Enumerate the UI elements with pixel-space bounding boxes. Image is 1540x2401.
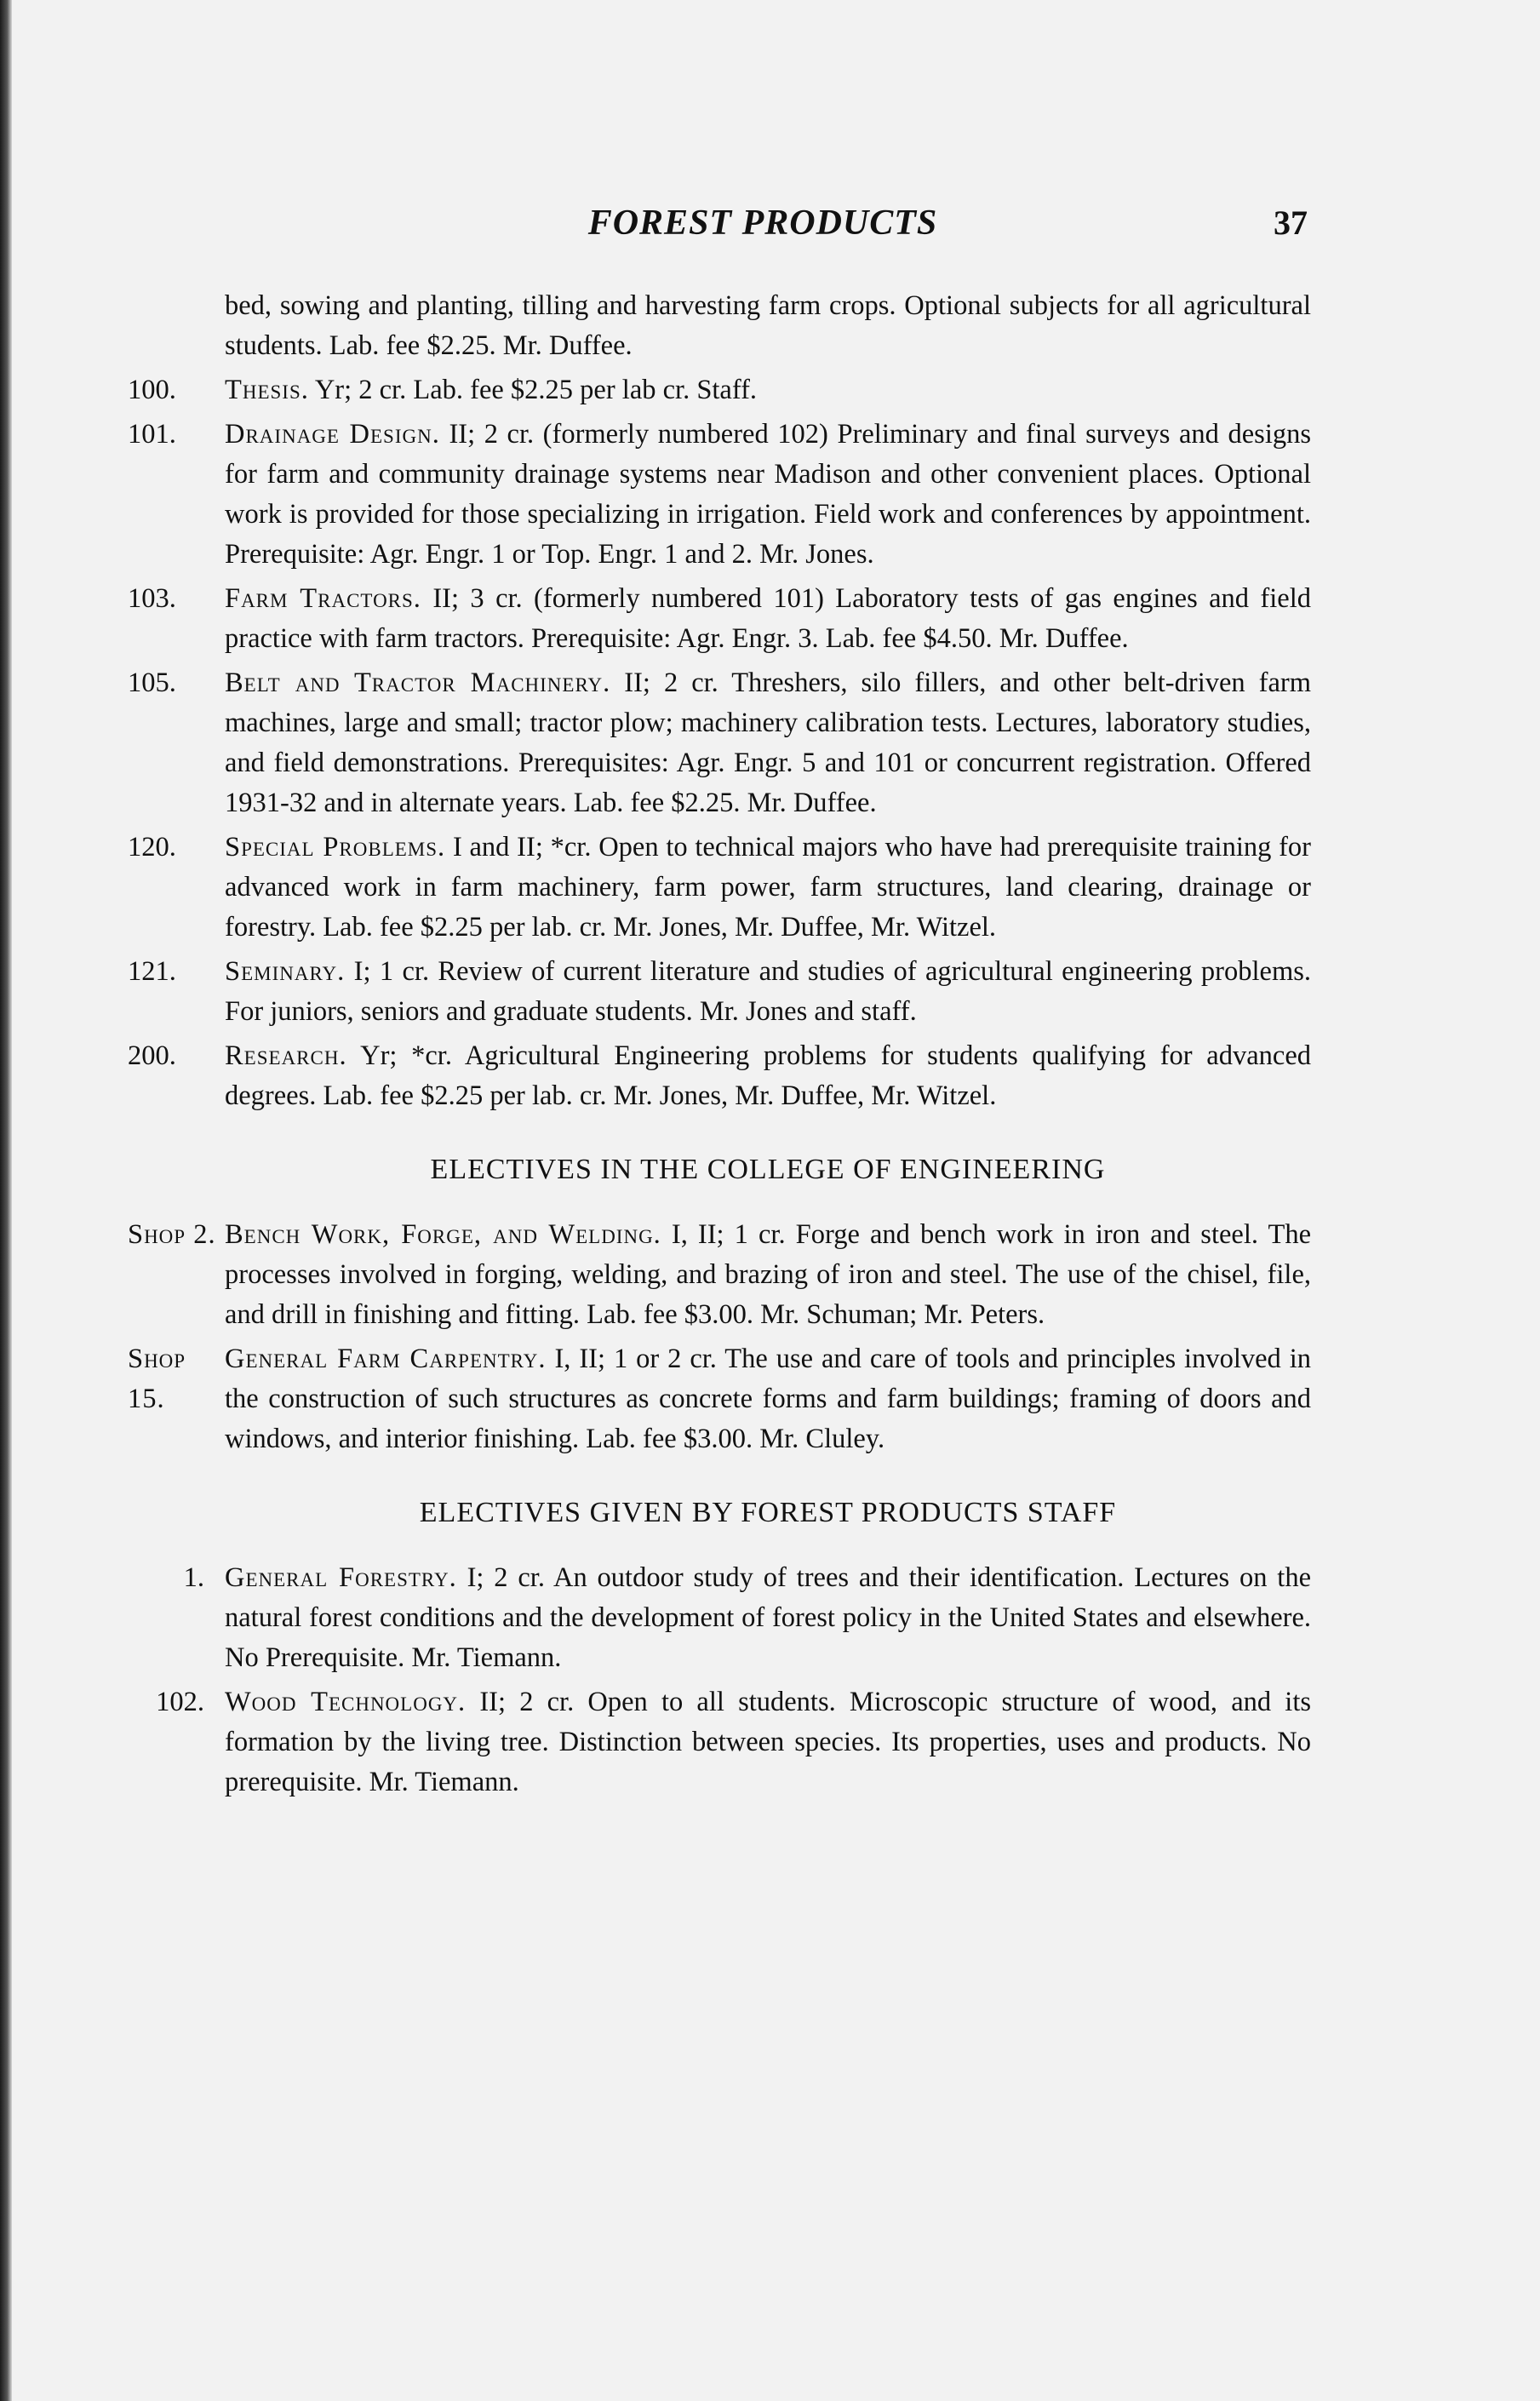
course-description: II; 2 cr. (formerly numbered 102) Preliminary and final surveys and designs for farm and community drainage systems near Madison and other convenient places. Optional work is provided for those specializing in irrigation. Field work and conferences by appointment. Prerequisite: Agr. Engr. 1 or Top. Engr. 1 and 2. Mr. Jones.: [225, 419, 1311, 570]
course-title: Farm Tractors.: [225, 583, 421, 614]
course-number: 102.: [156, 1687, 204, 1717]
course-entry: [128, 370, 1311, 410]
page-body: [128, 286, 1311, 1807]
course-entry: [128, 1215, 1311, 1335]
course-description: I, II; 1 cr. Forge and bench work in iron and steel. The processes involved in forging, welding, and brazing of iron and steel. The use of the chisel, file, and drill in finishing and fitting. Lab. fee $3.00. Mr. Schuman; Mr. Peters.: [225, 1219, 1311, 1330]
course-number: 120.: [128, 832, 176, 862]
page-number: 37: [1274, 203, 1308, 242]
course-title: Drainage Design.: [225, 419, 440, 450]
course-title: General Farm Carpentry.: [225, 1344, 547, 1374]
course-description: Yr; 2 cr. Lab. fee $2.25 per lab cr. Staff.: [314, 375, 758, 405]
page-header: [218, 203, 1308, 254]
continued-text: bed, sowing and planting, tilling and harvesting farm crops. Optional subjects for all agricultural students. Lab. fee $2.25. Mr. Duffee.: [225, 290, 1311, 361]
course-entry: [128, 663, 1311, 823]
course-description: I; 2 cr. An outdoor study of trees and their identification. Lectures on the natural forest conditions and the development of forest policy in the United States and elsewhere. No Prerequisite. Mr. Tiemann.: [225, 1562, 1312, 1673]
course-number: 100.: [128, 375, 176, 405]
course-title: Wood Technology.: [225, 1687, 467, 1717]
course-title: Bench Work, Forge, and Welding.: [225, 1219, 661, 1250]
course-number: 121.: [128, 956, 176, 987]
course-number: 200.: [128, 1040, 176, 1071]
course-description: Yr; *cr. Agricultural Engineering problems for students qualifying for advanced degrees. Lab. fee $2.25 per lab. cr. Mr. Jones, Mr. Duffee, Mr. Witzel.: [225, 1040, 1311, 1111]
course-entry: [128, 1682, 1311, 1802]
course-description: II; 3 cr. (formerly numbered 101) Laboratory tests of gas engines and field practice with farm tractors. Prerequisite: Agr. Engr. 3. Lab. fee $4.50. Mr. Duffee.: [225, 583, 1311, 654]
course-entry: [128, 1558, 1311, 1678]
course-title: Research.: [225, 1040, 347, 1071]
course-entry: [128, 1036, 1311, 1116]
scan-page-edge: [0, 0, 12, 2401]
course-number: Shop 15.: [128, 1344, 186, 1414]
running-title: FOREST PRODUCTS: [587, 203, 938, 243]
course-title: Belt and Tractor Machinery.: [225, 668, 611, 698]
section-heading-engineering: ELECTIVES IN THE COLLEGE OF ENGINEERING: [430, 1154, 1106, 1185]
course-title: Thesis.: [225, 375, 309, 405]
course-number: 1.: [183, 1562, 204, 1593]
course-number: 101.: [128, 419, 176, 450]
course-entry: [128, 579, 1311, 659]
course-title: Special Problems.: [225, 832, 446, 862]
course-entry: [128, 828, 1311, 948]
course-title: Seminary.: [225, 956, 346, 987]
course-entry: [128, 1339, 1311, 1459]
course-number: Shop 2.: [128, 1219, 216, 1250]
course-description: II; 2 cr. Threshers, silo fillers, and other belt-driven farm machines, large and small; tractor plow; machinery calibration tests. Lectures, laboratory studies, and field demonstrations. Prerequisites: Agr. Engr. 5 and 101 or concurrent registration. Offered 1931-32 and in alternate years. Lab. fee $2.25. Mr. Duffee.: [225, 668, 1311, 818]
course-entry: [128, 415, 1311, 575]
course-description: II; 2 cr. Open to all students. Microscopic structure of wood, and its formation by the living tree. Distinction between species. Its properties, uses and products. No prerequisite. Mr. Tiemann.: [225, 1687, 1311, 1797]
course-entry: [128, 952, 1311, 1032]
course-title: General Forestry.: [225, 1562, 457, 1593]
section-heading-forest: ELECTIVES GIVEN BY FOREST PRODUCTS STAFF: [419, 1497, 1117, 1528]
course-description: I; 1 cr. Review of current literature and studies of agricultural engineering problems. For juniors, seniors and graduate students. Mr. Jones and staff.: [225, 956, 1311, 1027]
course-number: 105.: [128, 668, 176, 698]
course-description: I, II; 1 or 2 cr. The use and care of tools and principles involved in the construction of such structures as concrete forms and farm buildings; framing of doors and windows, and interior finishing. Lab. fee $3.00. Mr. Cluley.: [225, 1344, 1312, 1454]
course-number: 103.: [128, 583, 176, 614]
course-description: I and II; *cr. Open to technical majors who have had prerequisite training for advanced work in farm machinery, farm power, farm structures, land clearing, drainage or forestry. Lab. fee $2.25 per lab. cr. Mr. Jones, Mr. Duffee, Mr. Witzel.: [225, 832, 1312, 943]
continued-paragraph: [128, 286, 1311, 366]
